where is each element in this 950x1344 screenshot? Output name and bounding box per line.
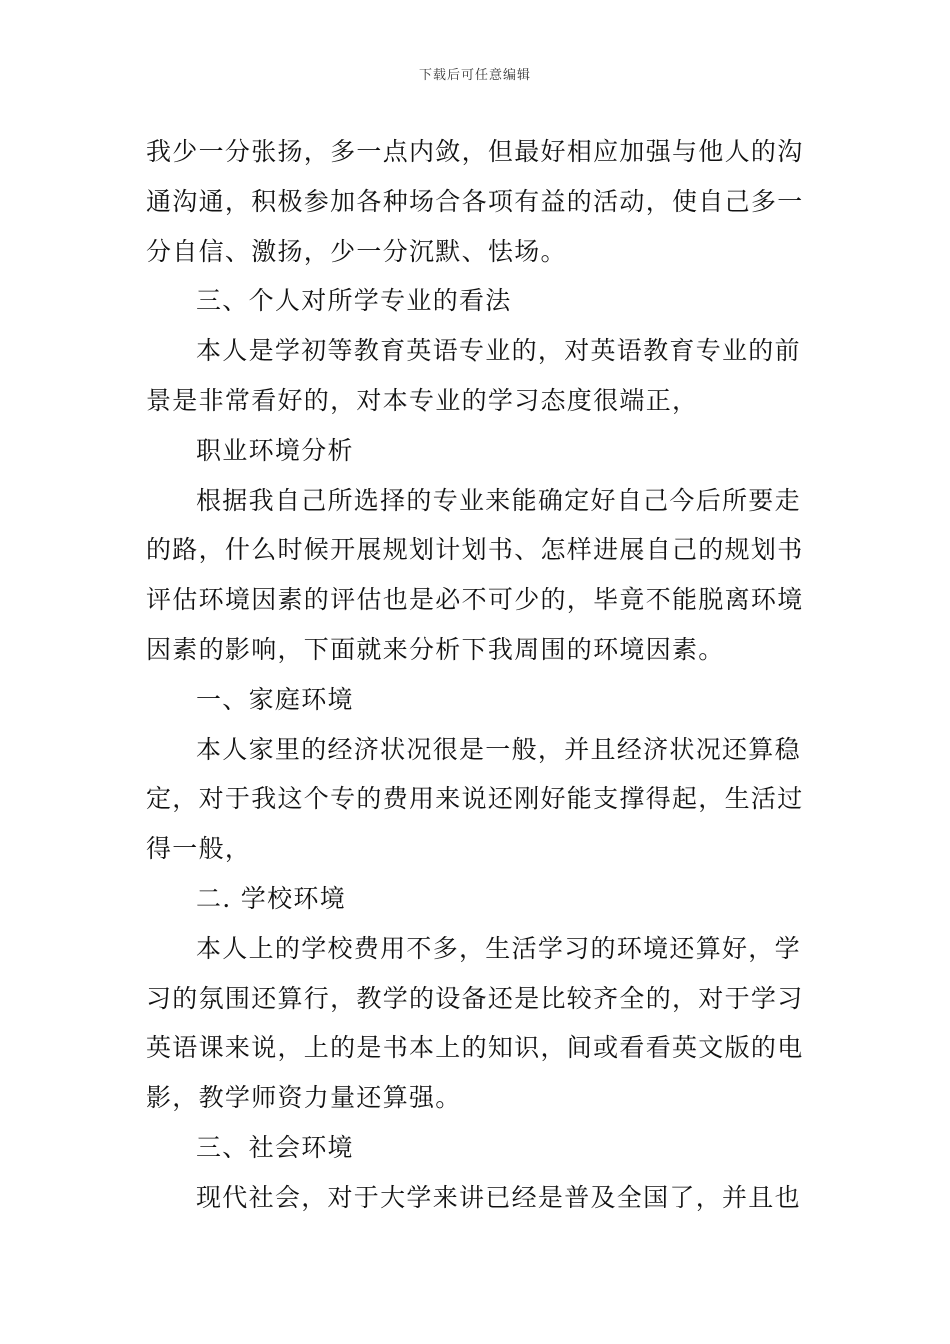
text-line: 本人家里的经济状况很是一般，并且经济状况还算稳 <box>196 734 801 764</box>
section-heading: 三、社会环境 <box>196 1132 354 1162</box>
document-body <box>146 127 810 1223</box>
text-line: 通沟通，积极参加各种场合各项有益的活动，使自己多一 <box>146 186 804 216</box>
text-line: 本人是学初等教育英语专业的，对英语教育专业的前 <box>196 336 801 366</box>
text-line: 本人上的学校费用不多，生活学习的环境还算好，学 <box>196 933 801 963</box>
text-line: 根据我自己所选择的专业来能确定好自己今后所要走 <box>196 485 801 515</box>
text-line: 英语课来说，上的是书本上的知识，间或看看英文版的电 <box>146 1033 804 1063</box>
text-line: 景是非常看好的，对本专业的学习态度很端正， <box>146 385 699 415</box>
text-line: 因素的影响，下面就来分析下我周围的环境因素。 <box>146 634 725 664</box>
section-heading: 二. 学校环境 <box>196 883 346 913</box>
text-line: 的路，什么时候开展规划计划书、怎样进展自己的规划书 <box>146 535 804 565</box>
text-line: 定，对于我这个专的费用来说还刚好能支撑得起，生活过 <box>146 784 804 814</box>
text-line: 现代社会，对于大学来讲已经是普及全国了，并且也 <box>196 1182 801 1212</box>
page-header-note: 下载后可任意编辑 <box>418 68 531 83</box>
text-line: 习的氛围还算行，教学的设备还是比较齐全的，对于学习 <box>146 983 804 1013</box>
section-heading: 职业环境分析 <box>196 435 354 465</box>
text-line: 评估环境因素的评估也是必不可少的，毕竟不能脱离环境 <box>146 585 804 615</box>
text-line: 我少一分张扬，多一点内敛，但最好相应加强与他人的沟 <box>146 137 804 166</box>
text-line: 分自信、激扬，少一分沉默、怯场。 <box>146 236 567 266</box>
text-line: 得一般， <box>146 834 252 864</box>
section-heading: 一、家庭环境 <box>196 684 354 714</box>
section-heading: 三、个人对所学专业的看法 <box>196 286 512 316</box>
text-line: 影，教学师资力量还算强。 <box>146 1083 462 1113</box>
